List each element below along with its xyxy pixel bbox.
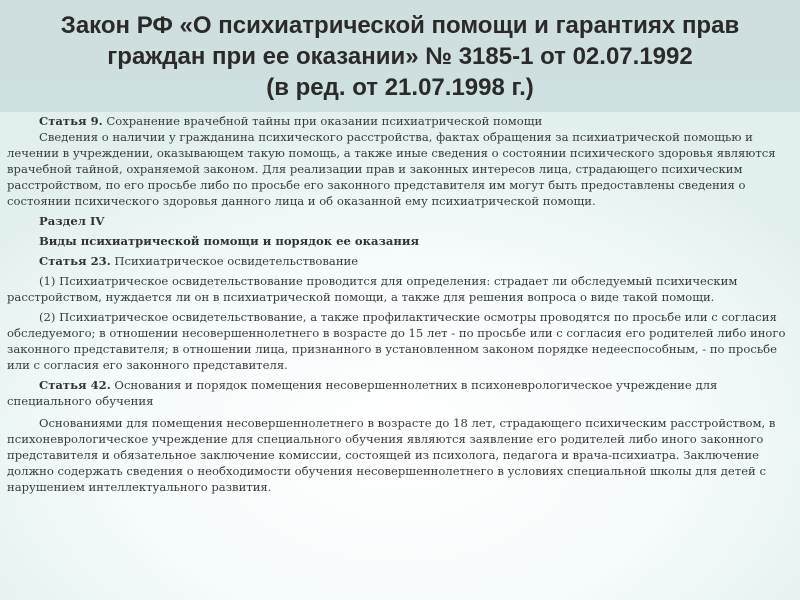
slide-title <box>0 10 800 103</box>
law-text <box>7 113 793 495</box>
article-42-title: Основания и порядок помещения несовершеннолетних в психоневрологическое учреждение для специального обучения <box>7 378 718 408</box>
article-9-text: Сведения о наличии у гражданина психического расстройства, фактах обращения за психиатрической помощью и лечении в учреждении, оказывающем такую помощь, а также иные сведения о состоянии психического здоровья являются врачебной тайной, охраняемой законом. Для реализации прав и законных интересов лица, страдающего психическим расстройством, по его просьбе либо по просьбе его законного представителя им могут быть предоставлены сведения о состоянии психического здоровья данного лица и об оказанной ему психиатрической помощи. <box>7 130 776 208</box>
article-9-label: Статья 9. <box>39 114 103 128</box>
article-42-label: Статья 42. <box>39 378 111 392</box>
section-label: Раздел IV <box>39 214 105 228</box>
article-9-title: Сохранение врачебной тайны при оказании психиатрической помощи <box>102 114 543 128</box>
article-42-text: Основаниями для помещения несовершеннолетнего в возрасте до 18 лет, страдающего психическим расстройством, в психоневрологическое учреждение для специального обучения являются заявление его родителей либо иного законного представителя и обязательное заключение комиссии, состоящей из психолога, педагога и врача-психиатра. Заключение должно содержать сведения о необходимости обучения несовершеннолетнего в условиях специальной школы для детей с нарушением интеллектуального развития. <box>7 416 776 494</box>
title-line-2: граждан при ее оказании» № 3185-1 от 02.07.1992 <box>107 43 693 70</box>
title-line-1: Закон РФ «О психиатрической помощи и гарантиях прав <box>60 12 740 39</box>
article-42-heading <box>7 377 793 409</box>
article-23-para-1: (1) Психиатрическое освидетельствование проводится для определения: страдает ли обследуемый психическим расстройством, нуждается ли он в психиатрической помощи, а также для решения вопроса о виде такой помощи. <box>7 274 738 304</box>
article-23-para-2: (2) Психиатрическое освидетельствование, а также профилактические осмотры проводятся по просьбе или с согласия обследуемого; в отношении несовершеннолетнего в возрасте до 15 лет - по просьбе или с согласия его родителей либо иного законного представителя; в отношении лица, признанного в установленном законом порядке недееспособным, - по просьбе или с согласия его законного представителя. <box>7 310 786 372</box>
article-23-title: Психиатрическое освидетельствование <box>110 254 359 268</box>
title-line-3: (в ред. от 21.07.1998 г.) <box>266 74 534 101</box>
article-23-heading <box>7 253 793 269</box>
article-23-label: Статья 23. <box>39 254 111 268</box>
section-title: Виды психиатрической помощи и порядок ее оказания <box>39 234 420 248</box>
article-9-heading <box>7 113 793 129</box>
